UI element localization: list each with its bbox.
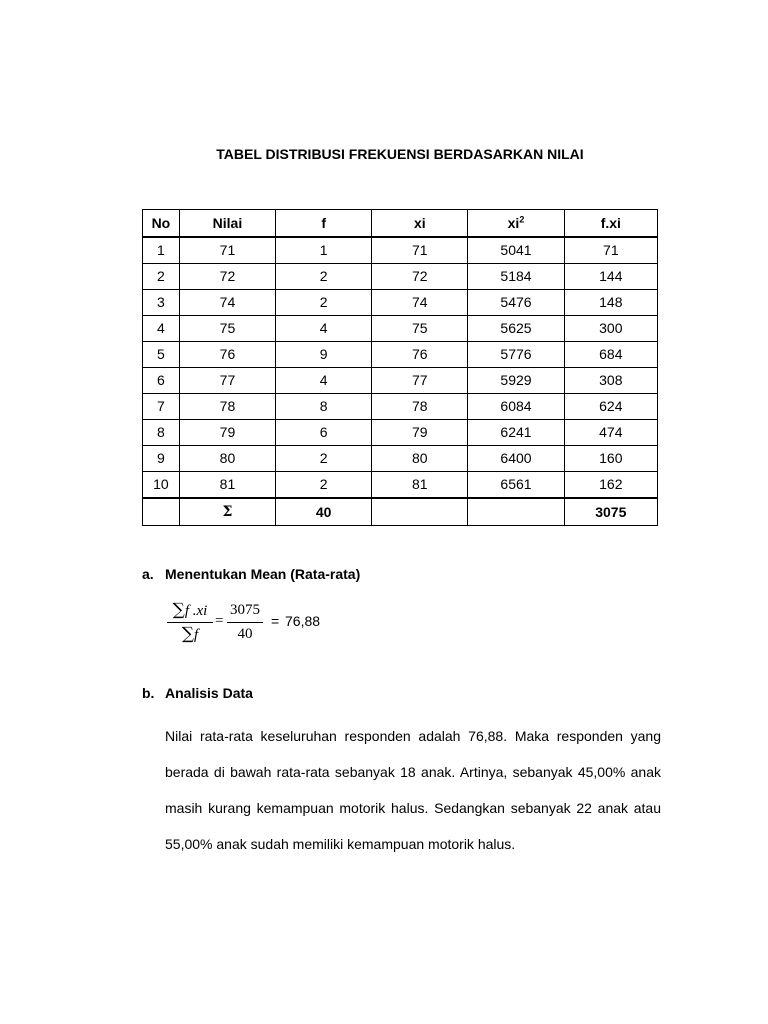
cell-nilai: 78 [179, 394, 275, 420]
cell-fxi: 308 [564, 368, 657, 394]
formula-left-denominator [167, 624, 213, 644]
cell-xi: 78 [372, 394, 468, 420]
formula-right-bar [227, 622, 263, 623]
table-row [143, 420, 658, 446]
total-cell-no [143, 498, 180, 526]
header-no: No [143, 210, 180, 238]
cell-xi-squared: 5625 [468, 316, 564, 342]
total-fxi: 3075 [564, 498, 657, 526]
cell-f: 2 [276, 472, 372, 499]
table-row [143, 368, 658, 394]
cell-f: 9 [276, 342, 372, 368]
cell-no: 6 [143, 368, 180, 394]
cell-xi-squared: 6241 [468, 420, 564, 446]
cell-f: 4 [276, 368, 372, 394]
cell-fxi: 684 [564, 342, 657, 368]
cell-xi-squared: 5776 [468, 342, 564, 368]
cell-no: 4 [143, 316, 180, 342]
cell-nilai: 80 [179, 446, 275, 472]
cell-f: 1 [276, 237, 372, 264]
formula-numerator-var: f .xi [184, 603, 208, 619]
formula-left-fraction [167, 600, 213, 644]
header-f: f [276, 210, 372, 238]
cell-fxi: 624 [564, 394, 657, 420]
header-xi-squared-base: xi [507, 214, 520, 231]
header-nilai: Nilai [179, 210, 275, 238]
section-b-title: Analisis Data [165, 685, 253, 701]
cell-xi-squared: 6400 [468, 446, 564, 472]
cell-f: 2 [276, 290, 372, 316]
cell-no: 2 [143, 264, 180, 290]
cell-fxi: 144 [564, 264, 657, 290]
formula-left-numerator [167, 600, 213, 620]
cell-xi: 75 [372, 316, 468, 342]
cell-xi: 80 [372, 446, 468, 472]
cell-xi: 74 [372, 290, 468, 316]
total-cell-xi-squared [468, 498, 564, 526]
cell-fxi: 148 [564, 290, 657, 316]
table-row [143, 316, 658, 342]
section-a-marker: a. [142, 566, 154, 582]
cell-f: 8 [276, 394, 372, 420]
total-f: 40 [276, 498, 372, 526]
formula-denominator-var: f [193, 627, 199, 643]
formula-result: 76,88 [285, 613, 321, 629]
formula-equals-2: = [271, 613, 280, 629]
cell-xi-squared: 6084 [468, 394, 564, 420]
cell-no: 8 [143, 420, 180, 446]
cell-nilai: 76 [179, 342, 275, 368]
cell-no: 7 [143, 394, 180, 420]
cell-no: 3 [143, 290, 180, 316]
header-xi: xi [372, 210, 468, 238]
total-cell-xi [372, 498, 468, 526]
cell-xi-squared: 5929 [468, 368, 564, 394]
table-row [143, 394, 658, 420]
cell-no: 10 [143, 472, 180, 499]
formula-sum-symbol-den: ∑ [181, 624, 194, 644]
cell-fxi: 300 [564, 316, 657, 342]
cell-fxi: 162 [564, 472, 657, 499]
cell-no: 9 [143, 446, 180, 472]
formula-value-denominator: 40 [237, 626, 253, 642]
table-row [143, 264, 658, 290]
cell-nilai: 71 [179, 237, 275, 264]
header-xi-squared [468, 210, 564, 238]
cell-xi: 76 [372, 342, 468, 368]
cell-xi: 72 [372, 264, 468, 290]
section-a-heading [142, 566, 360, 582]
cell-xi: 77 [372, 368, 468, 394]
table-title: TABEL DISTRIBUSI FREKUENSI BERDASARKAN NILAI [216, 146, 584, 162]
table-header-row [143, 210, 658, 238]
cell-xi-squared: 5041 [468, 237, 564, 264]
cell-f: 6 [276, 420, 372, 446]
cell-nilai: 75 [179, 316, 275, 342]
header-xi-squared-exponent: 2 [519, 213, 525, 224]
section-b-heading [142, 685, 253, 701]
table-row [143, 446, 658, 472]
formula-left-bar [167, 622, 213, 623]
cell-xi-squared: 5184 [468, 264, 564, 290]
section-a-title: Menentukan Mean (Rata-rata) [165, 566, 361, 582]
table-row [143, 342, 658, 368]
cell-fxi: 71 [564, 237, 657, 264]
cell-no: 1 [143, 237, 180, 264]
cell-nilai: 81 [179, 472, 275, 499]
analysis-paragraph: Nilai rata-rata keseluruhan responden adalah 76,88. Maka responden yang berada di bawah rata-rata sebanyak 18 anak. Artinya, sebanyak 45,00% anak masih kurang kemampuan motorik halus. Sedangkan sebanyak 22 anak atau 55,00% anak sudah memiliki kemampuan motorik halus. [165, 728, 661, 852]
cell-f: 2 [276, 264, 372, 290]
cell-xi: 81 [372, 472, 468, 499]
cell-xi-squared: 5476 [468, 290, 564, 316]
section-b-marker: b. [142, 685, 155, 701]
frequency-table [142, 209, 658, 526]
cell-xi: 79 [372, 420, 468, 446]
total-sigma: Σ [179, 498, 275, 526]
formula-equals-1: = [215, 613, 224, 629]
table-row [143, 237, 658, 264]
table-row [143, 290, 658, 316]
formula-right-fraction [227, 600, 263, 644]
cell-nilai: 79 [179, 420, 275, 446]
cell-nilai: 77 [179, 368, 275, 394]
cell-xi: 71 [372, 237, 468, 264]
cell-xi-squared: 6561 [468, 472, 564, 499]
cell-no: 5 [143, 342, 180, 368]
formula-value-numerator: 3075 [230, 602, 260, 618]
cell-fxi: 160 [564, 446, 657, 472]
cell-nilai: 74 [179, 290, 275, 316]
cell-f: 4 [276, 316, 372, 342]
cell-fxi: 474 [564, 420, 657, 446]
table-total-row [143, 498, 658, 526]
cell-f: 2 [276, 446, 372, 472]
header-fxi: f.xi [564, 210, 657, 238]
table-row [143, 472, 658, 499]
formula-sum-symbol: ∑ [172, 600, 185, 620]
cell-nilai: 72 [179, 264, 275, 290]
